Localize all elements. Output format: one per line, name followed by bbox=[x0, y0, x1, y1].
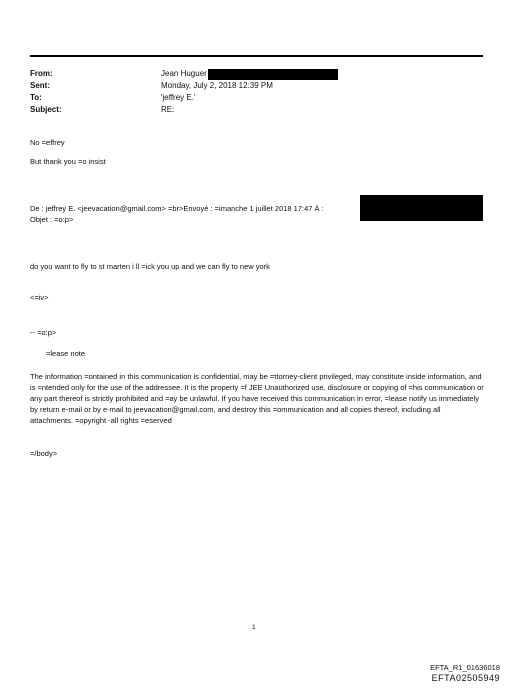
quoted-from-text: De : jeffrey E. <jeevacation@gmail.com> =br>Envoyé : =imanche 1 juillet 2018 17:47 À : bbox=[30, 204, 324, 213]
header-divider bbox=[30, 55, 483, 57]
subject-value: RE: bbox=[161, 105, 175, 114]
div-tag-text: <=iv> bbox=[30, 293, 49, 302]
signature-separator: -- =o:p> bbox=[30, 328, 57, 337]
email-header bbox=[30, 68, 490, 116]
from-label: From: bbox=[30, 69, 53, 78]
from-value bbox=[161, 68, 490, 80]
bates-number-2: EFTA02505949 bbox=[431, 673, 500, 683]
sent-row bbox=[30, 80, 490, 92]
to-value: 'jeffrey E.' bbox=[161, 93, 196, 102]
redaction-block bbox=[208, 69, 338, 80]
subject-row bbox=[30, 104, 490, 116]
redaction-block bbox=[360, 195, 483, 221]
subject-label: Subject: bbox=[30, 105, 62, 114]
to-label: To: bbox=[30, 93, 42, 102]
disclaimer-paragraph: The information =ontained in this communication is confidential, may be =ttorney-client privileged, may constitute inside information, and is =ntended only for the use of the addressee. It is the property =f JEE Unauthorized use, disclosure or copying of =his communication or any part thereof is strictly prohibited and =ay be unlawful. If you have received this communication in error, =lease notify us immediately by return e-mail or by e-mail to jeevacation@gmail.com, and destroy this =ommunication and all copies thereof, including all attachments. =opyright -all rights =eserved bbox=[30, 372, 484, 425]
from-name: Jean Huguer bbox=[161, 69, 207, 78]
body-tag-text: =/body> bbox=[30, 449, 58, 458]
body-line-1: No =effrey bbox=[30, 138, 65, 147]
sent-label: Sent: bbox=[30, 81, 50, 90]
to-row bbox=[30, 92, 490, 104]
body-line-2: But thank you =o insist bbox=[30, 157, 106, 166]
bates-number-1: EFTA_R1_01636018 bbox=[430, 663, 500, 672]
from-row bbox=[30, 68, 490, 80]
quoted-from-line bbox=[30, 203, 324, 214]
please-note-text: =lease note bbox=[46, 349, 85, 358]
sent-value: Monday, July 2, 2018 12:39 PM bbox=[161, 81, 273, 90]
page-number: 1 bbox=[252, 624, 256, 631]
message-text: do you want to fly to st marten i ll =ick you up and we can fly to new york bbox=[30, 262, 270, 271]
quoted-subject-line: Objet : =o:p> bbox=[30, 215, 74, 224]
